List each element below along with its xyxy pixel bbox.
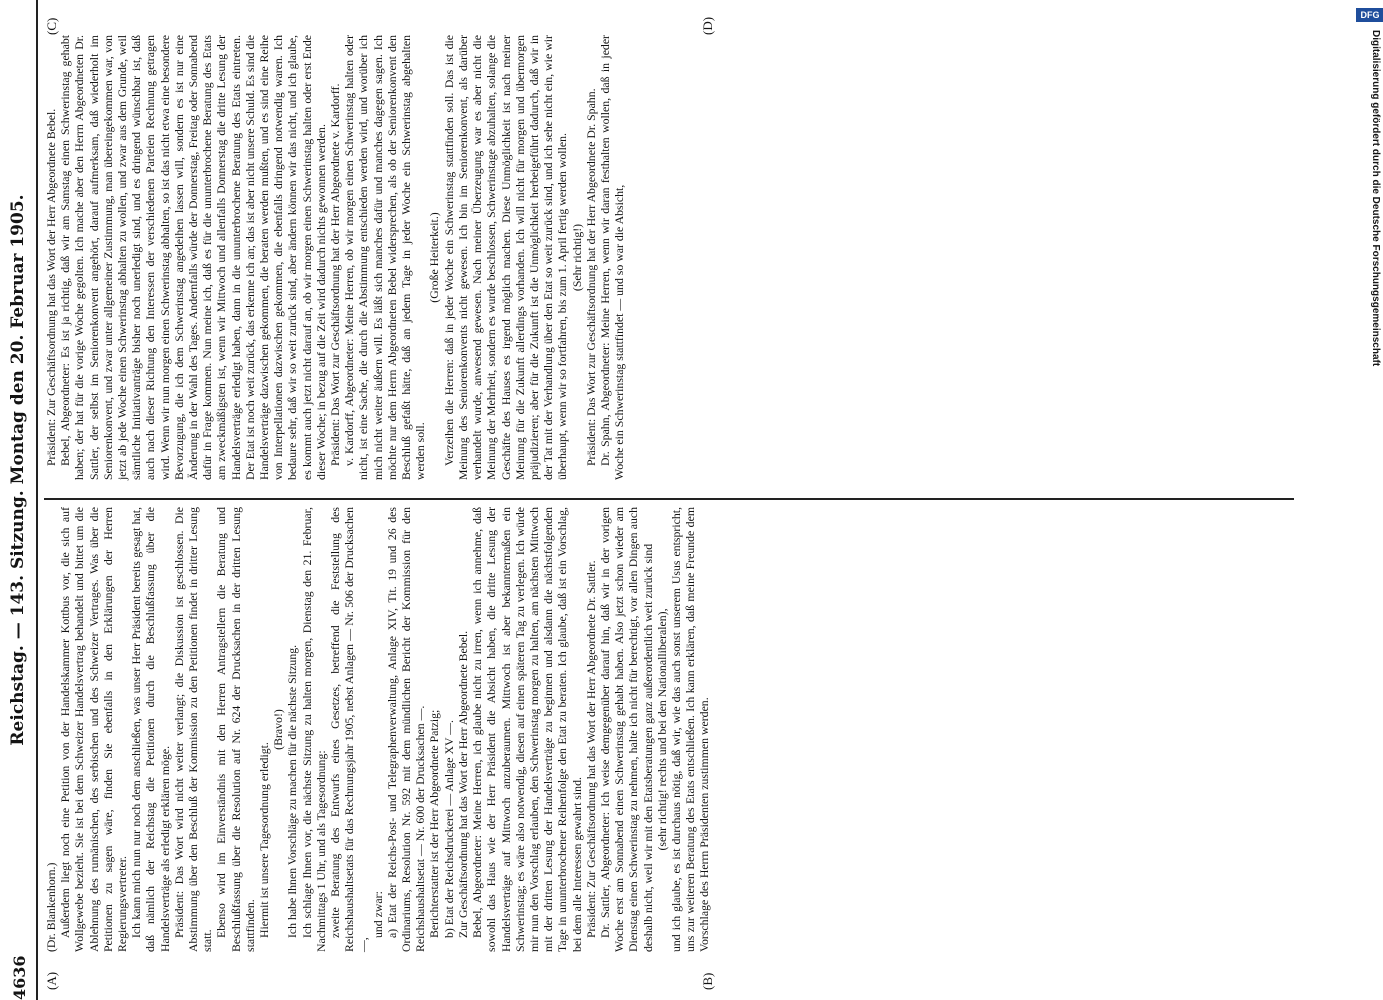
- page-title: Reichstag. — 143. Sitzung. Montag den 20. Februar 1905.: [8, 194, 28, 746]
- paragraph: Präsident: Das Wort zur Geschäftsordnung hat der Herr Abgeordnete Dr. Spahn.: [583, 88, 598, 466]
- dfg-logo: DFG: [1356, 8, 1383, 22]
- paragraph: Dr. Spahn, Abgeordneter: Meine Herren, wenn wir daran festhalten wollen, daß in jeder Woche ein Schwerinstag stattfindet — und so war die Absicht,: [597, 35, 627, 480]
- column-divider: [44, 498, 1294, 500]
- paragraph: Präsident: Zur Geschäftsordnung hat das Wort der Herr Abgeordnete Bebel.: [44, 108, 58, 466]
- paragraph: und zwar:: [370, 891, 385, 938]
- paragraph: Bebel, Abgeordneter: Es ist ja richtig, daß wir am Samstag einen Schwerinstag gehabt haben; der hat für die vorige Woche gegolten. Ich mache aber den Herrn Abgeordneten Dr. Sattler, der selbst im Seniorenkonvent angehört, darauf aufmerksam, daß wiederholt im Seniorenkonvent, und zwar unter allgemeiner Zustimmung, man übereingekommen war, von jetzt ab jede Woche einen Schwerinstag abhalten zu wollen, und zwar aus dem Grunde, weil sämtliche Initiativanträge bisher noch unerledigt sind, und es dringend wünschbar ist, daß auch nach dieser Richtung den Interessen der verschiedenen Parteien Rechnung getragen wird. Wenn wir nun morgen einen Schwerinstag abhalten, so ist das nicht etwa eine besondere Bevorzugung, die ich dem Schwerinstag angedeihen lassen will, sondern es ist nur eine Änderung in der Wahl des Tages. Andernfalls würde der Donnerstag, Freitag oder Sonnabend dafür in Frage kommen. Nun meine ich, daß es für die ununterbrochene Beratung des Etats am zweckmäßigsten ist, wenn wir Mittwoch und allenfalls Donnerstag die dritte Lesung der Handelsverträge erledigt haben, dann in die ununterbrochene Beratung des Etats eintreten. Der Etat ist noch weit zurück, das erkenne ich an; das ist aber nicht unsere Schuld. Es sind die Handelsverträge dazwischen gekommen, die beraten werden mußten, und es sind eine Reihe von Interpellationen dazwischen gekommen, die ebenfalls dringend notwendig waren. Ich bedaure sehr, daß wir so weit zurück sind, aber ändern können wir das nicht, und ich glaube, es kommt auch jetzt nicht darauf an, ob wir morgen einen Schwerinstag halten oder erst Ende dieser Woche; in bezug auf die Zeit wird dadurch nichts gewonnen werden.: [58, 35, 328, 480]
- paragraph: (sehr richtig! rechts und bei den Nationalliberalen),: [654, 608, 669, 851]
- margin-marker-c: (C): [44, 17, 59, 35]
- paragraph: Ebenso wird im Einverständnis mit den Herren Antragstellern die Beratung und Beschlußfassung über die Resolution auf Nr. 624 der Drucksachen in der dritten Lesung stattfinden.: [214, 507, 257, 952]
- paragraph: Präsident: Das Wort wird nicht weiter verlangt; die Diskussion ist geschlossen. Die Abstimmung über den Beschluß der Kommission zu den Petitionen findet in dritter Lesung statt.: [171, 507, 215, 952]
- right-column: [44, 35, 626, 480]
- paragraph: Verzeihen die Herren: daß in jeder Woche ein Schwerinstag stattfinden soll. Das ist die Meinung des Seniorenkonvents nicht gewesen. Ich bin im Seniorenkonvent, als darüber verhandelt wurde, anwesend gewesen. Nach meiner Überzeugung war es aber nicht die Meinung der Mehrheit, sondern es wurde beschlossen, Schwerinstage abzuhalten, solange die Geschäfte des Hauses es irgend möglich machen. Diese Unmöglichkeit ist nach meiner Meinung für die Zukunft allerdings vorhanden. Ich will nicht für morgen und übermorgen präjudizieren; aber für die Zukunft ist die Unmöglichkeit herbeigeführt dadurch, daß wir in der Tat mit der Verhandlung über den Etat so weit zurück sind, und ich sehe nicht ein, wie wir überhaupt, wenn wir so fortfahren, bis zum 1. April fertig werden wollen.: [441, 35, 570, 480]
- page-header: [0, 0, 40, 1000]
- margin-marker-a: (A): [44, 971, 59, 990]
- paragraph: Ich kann mich nun nur noch dem anschließen, was unser Herr Präsident bereits gesagt hat, daß nämlich der Reichstag die Petitionen durch die Beschlußfassung über die Handelsverträge als erledigt erklären möge.: [129, 507, 172, 952]
- paragraph: Außerdem liegt noch eine Petition von der Handelskammer Kottbus vor, die sich auf Wollgewebe bezieht. Sie ist bei dem Schweizer Handelsvertrag behandelt und bittet um die Ablehnung des rumänischen, des serbischen und des Schweizer Vertrages. Was über die Petitionen zu sagen wäre, finden Sie ebenfalls in den Erklärungen der Herren Regierungsvertreter.: [58, 507, 130, 952]
- paragraph: Präsident: Zur Geschäftsordnung hat das Wort der Herr Abgeordnete Dr. Sattler.: [583, 560, 598, 938]
- paragraph: Präsident: Das Wort zur Geschäftsordnung hat der Herr Abgeordnete v. Kardorff.: [328, 83, 343, 466]
- paragraph: (Dr. Blankenhorn.): [44, 862, 58, 952]
- paragraph: b) Etat der Reichsdruckerei — Anlage XV —.: [441, 720, 456, 938]
- paragraph: Bebel, Abgeordneter: Meine Herren, ich glaube nicht zu irren, wenn ich annehme, daß sowohl das Haus wie der Herr Präsident die Absicht haben, die dritte Lesung der Handelsverträge auf Mittwoch anzuberaumen. Mittwoch ist aber bekanntermaßen ein Schwerinstag; es wäre also notwendig, diesen auf einen späteren Tag zu verlegen. Ich würde mir nun den Vorschlag erlauben, den Schwerinstag morgen zu halten, am nächsten Mittwoch mit der dritten Lesung der Handelsverträge zu beginnen und alsdann die nächstfolgenden Tage in ununterbrochener Reihenfolge den Etat zu beraten. Ich glaube, daß ist ein Vorschlag, bei dem alle Interessen gewahrt sind.: [470, 507, 584, 952]
- paragraph: Zur Geschäftsordnung hat das Wort der Herr Abgeordnete Bebel.: [455, 630, 470, 938]
- margin-marker-d: (D): [700, 16, 715, 35]
- paragraph: zweite Beratung des Entwurfs eines Gesetzes, betreffend die Feststellung des Reichshaushaltsetats für das Rechnungsjahr 1905, nebst Anlagen — Nr. 506 der Drucksachen —,: [328, 507, 371, 952]
- left-column: [44, 507, 712, 952]
- paragraph: a) Etat der Reichs-Post- und Telegraphenverwaltung, Anlage XIV, Tit. 19 und 26 des Ordinariums, Resolution Nr. 592 mit dem mündlichen Bericht der Kommission für den Reichshaushaltsetat — Nr. 600 der Drucksachen —.: [384, 507, 428, 952]
- margin-marker-b: (B): [700, 972, 715, 990]
- paragraph: und ich glaube, es ist durchaus nötig, daß wir, wie das auch sonst unserem Usus entspricht, uns zur weiteren Beratung des Etats entschließen. Ich kann erklären, daß meine Freunde dem Vorschlage des Herrn Präsidenten zustimmen werden.: [668, 507, 712, 952]
- header-rule: [36, 0, 38, 1000]
- paragraph: (Bravo!): [271, 709, 286, 750]
- paragraph: (Sehr richtig!): [569, 223, 584, 292]
- paragraph: Dr. Sattler, Abgeordneter: Ich weise demgegenüber darauf hin, daß wir in der vorigen Woche erst am Sonnabend einen Schwerinstag gehabt haben. Also jetzt schon wieder am Dienstag einen Schwerinstag zu nehmen, halte ich nicht für berechtigt, vor allen Dingen auch deshalb nicht, weil wir mit den Etatsberatungen ganz außerordentlich weit zurück sind: [597, 507, 655, 952]
- digitization-credit: Digitalisierung gefördert durch die Deutsche Forschungsgemeinschaft: [1370, 30, 1381, 367]
- page-number: 4636: [10, 955, 29, 1000]
- paragraph: (Große Heiterkeit.): [427, 212, 442, 303]
- paragraph: Hiermit ist unsere Tagesordnung erledigt.: [257, 742, 272, 938]
- paragraph: Ich schlage Ihnen vor, die nächste Sitzung zu halten morgen, Dienstag den 21. Februar, Nachmittags 1 Uhr, und als Tagesordnung:: [299, 507, 328, 952]
- paragraph: Ich habe Ihnen Vorschläge zu machen für die nächste Sitzung.: [285, 644, 300, 938]
- paragraph: Berichterstatter ist der Herr Abgeordnete Patzig;: [427, 709, 442, 938]
- paragraph: v. Kardorff, Abgeordneter: Meine Herren, ob wir morgen einen Schwerinstag halten oder nicht, ist eine Sache, die durch die Abstimmung entschieden werden wird, und worüber ich mich nicht weiter äußern will. Es läßt sich manches dafür und manches dagegen sagen. Ich möchte nur dem Herrn Abgeordneten Bebel widersprechen, als ob der Seniorenkonvent den Beschluß gefaßt hätte, daß an jedem Tage in jeder Woche ein Schwerinstag abgehalten werden soll.: [342, 35, 428, 480]
